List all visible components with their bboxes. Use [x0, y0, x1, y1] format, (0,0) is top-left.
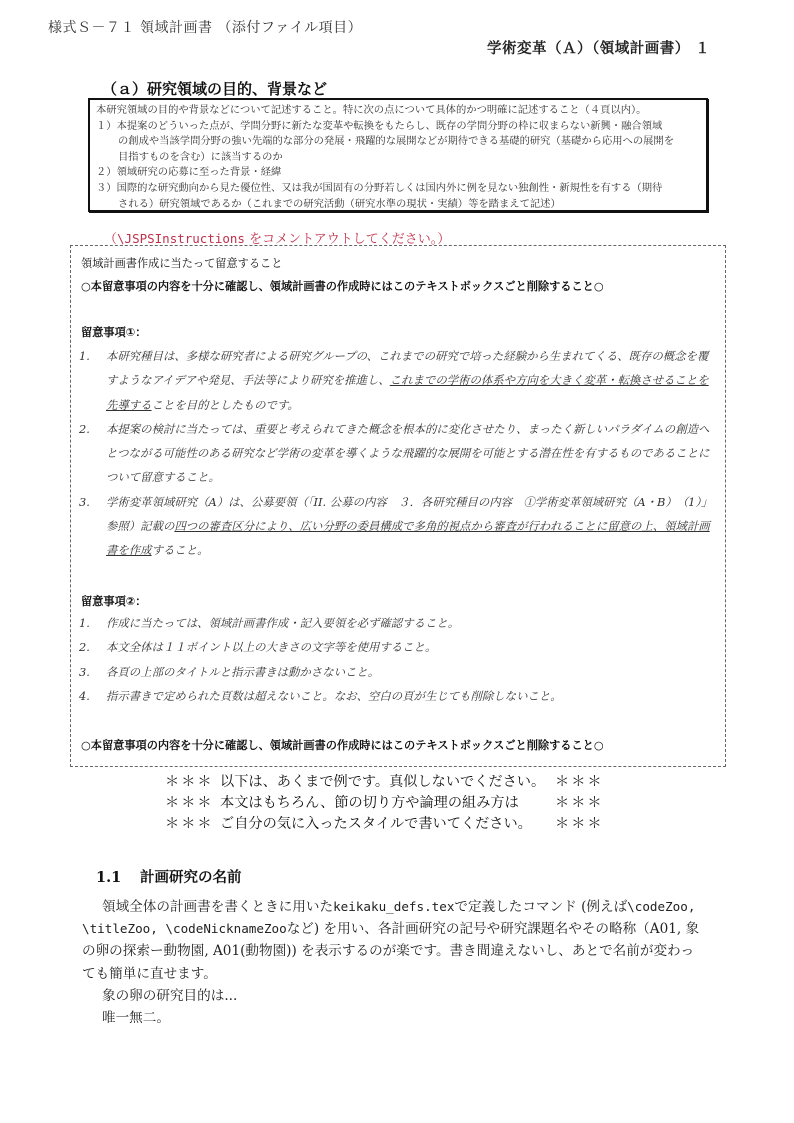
paragraph: 唯一無二。 — [102, 1010, 170, 1027]
list-text: 学術変革領域研究（A）は、公募要領（「II. 公募の内容 ３．各研究種目の内容 ①学術変革領域研究（A・B） （1）」参照）記載の — [106, 494, 713, 534]
asterisk-decoration: ＊＊＊ — [555, 816, 604, 832]
list-item — [79, 611, 719, 635]
banner-text: 本文はもちろん、節の切り方や論理の組み方は — [220, 795, 519, 811]
asterisk-decoration: ＊＊＊ — [165, 774, 214, 790]
body-text — [82, 896, 702, 1029]
list-number: 3. — [79, 664, 90, 679]
list-number: 3. — [79, 494, 90, 509]
instruction-item-3-line1: ３）国際的な研究動向から見た優位性、又は我が国固有の分野若しくは国内外に例を見ない独創性・新規性を有する（期待 — [96, 181, 663, 194]
paragraph: 象の卵の研究目的は... — [102, 987, 238, 1004]
text: で定義したコマンド (例えば — [454, 899, 628, 915]
page-header-title: 学術変革（Ａ）（領域計画書） １ — [487, 41, 711, 57]
list-item — [79, 417, 719, 490]
text: 領域全体の計画書を書くときに用いた — [102, 899, 334, 915]
section-a-title: （ａ）研究領域の目的、背景など — [102, 80, 328, 98]
form-label: 様式Ｓ－７１ 領域計画書 （添付ファイル項目） — [48, 20, 363, 36]
list-number: 2. — [79, 421, 90, 436]
list-text: 指示書きで定められた頁数は超えないこと。なお、空白の頁が生じても削除しないこと。 — [106, 688, 562, 703]
notice-group2-heading: 留意事項②： — [81, 595, 147, 608]
asterisk-decoration: ＊＊＊ — [165, 795, 214, 811]
list-item — [79, 684, 719, 708]
banner-text: ご自分の気に入ったスタイルで書いてください。 — [220, 816, 532, 832]
filename-code: keikaku_defs.tex — [333, 899, 455, 914]
list-text: 本研究種目は、多様な研究者による研究グループの、これまでの研究で培った経験から生まれてくる、既存の概念を覆すようなアイデアや発見、手法等により研究を推進し、 — [106, 349, 709, 388]
note-text: をコメントアウトしてください。） — [244, 232, 451, 247]
list-item — [79, 635, 719, 659]
subsection-number: 1.1 — [96, 869, 122, 886]
instruction-intro: 本研究領域の目的や背景などについて記述すること。特に次の点について具体的かつ明確に記述すること（４頁以内）。 — [96, 104, 647, 116]
list-text: 作成に当たっては、領域計画書作成・記入要領を必ず確認すること。 — [106, 616, 460, 630]
banner-text: 以下は、あくまで例です。真似しないでください。 — [220, 774, 546, 790]
notice-group1-heading: 留意事項①： — [81, 326, 147, 339]
list-item — [79, 344, 719, 417]
list-number: 2. — [79, 640, 90, 655]
note-open-paren: （ — [104, 232, 118, 247]
instruction-item-1-line3: 目指すものを含む）に該当するのか — [118, 150, 283, 163]
asterisk-decoration: ＊＊＊ — [555, 795, 604, 811]
instruction-box — [88, 98, 708, 212]
subsection-title: 計画研究の名前 — [140, 870, 242, 886]
list-text-underlined: これまでの学術の体系や方向を大きく変革・転換させることを先導する — [106, 373, 709, 412]
paragraph — [82, 896, 702, 985]
list-text: 本文全体は１１ポイント以上の大きさの文字等を使用すること。 — [106, 640, 437, 655]
notice-reminder-top: ○本留意事項の内容を十分に確認し、領域計画書の作成時にはこのテキストボックスごと削除すること○ — [81, 280, 604, 293]
list-text: すること。 — [151, 543, 209, 558]
notice-textbox — [70, 245, 726, 767]
list-number: 1. — [79, 349, 90, 363]
subsection-heading — [96, 866, 242, 887]
instruction-item-1-line2: の創成や当該学問分野の強い先端的な部分の発展・飛躍的な展開などが期待できる基礎的研究（基礎から応用への展開を — [118, 135, 675, 148]
list-item — [79, 660, 719, 684]
instruction-item-2: ２）領域研究の応募に至った背景・経緯 — [96, 166, 282, 179]
text: など) を用い、各計画研究の記号や研究課題名やその略称（A01, 象の卵の探索ー動物園, A01(動物園)) を表示するのが楽です。書き間違えないし、あとで名前が変わっても簡単に直せます。 — [82, 921, 700, 982]
command-code: \codeZoo, — [627, 899, 696, 914]
note-command: \JSPSInstructions — [117, 231, 245, 246]
notice-group1-list — [79, 344, 719, 563]
command-code: \titleZoo, \codeNicknameZoo — [82, 921, 287, 937]
list-text-underlined: 四つの審査区分により、広い分野の委員構成で多角的視点から審査が行われることに留意の上、領域計画書を作成 — [106, 519, 710, 558]
notice-reminder-bottom: ○本留意事項の内容を十分に確認し、領域計画書の作成時にはこのテキストボックスごと削除すること○ — [81, 739, 604, 752]
list-text: ことを目的としたものです。 — [151, 397, 299, 412]
notice-title: 領域計画書作成に当たって留意すること — [81, 257, 283, 270]
list-text: 各頁の上部のタイトルと指示書きは動かさないこと。 — [106, 664, 380, 679]
list-number: 4. — [79, 688, 90, 703]
asterisk-decoration: ＊＊＊ — [165, 816, 214, 832]
list-number: 1. — [79, 616, 90, 630]
instruction-item-3-line2: される）研究領域であるか（これまでの研究活動（研究水準の現状・実績）等を踏まえて記述） — [118, 197, 561, 210]
instruction-item-1-line1: １）本提案のどういった点が、学問分野に新たな変革や転換をもたらし、既存の学問分野の枠に収まらない新興・融合領域 — [96, 119, 663, 132]
list-item — [79, 490, 719, 563]
asterisk-decoration: ＊＊＊ — [555, 774, 604, 790]
list-text: 本提案の検討に当たっては、重要と考えられてきた概念を根本的に変化させたり、まったく新しいパラダイムの創造へとつながる可能性のある研究など学術の変革を導くような飛躍的な展開を可能とする潜在性を有するものであることについて留意すること。 — [106, 421, 710, 485]
notice-group2-list — [79, 611, 719, 708]
